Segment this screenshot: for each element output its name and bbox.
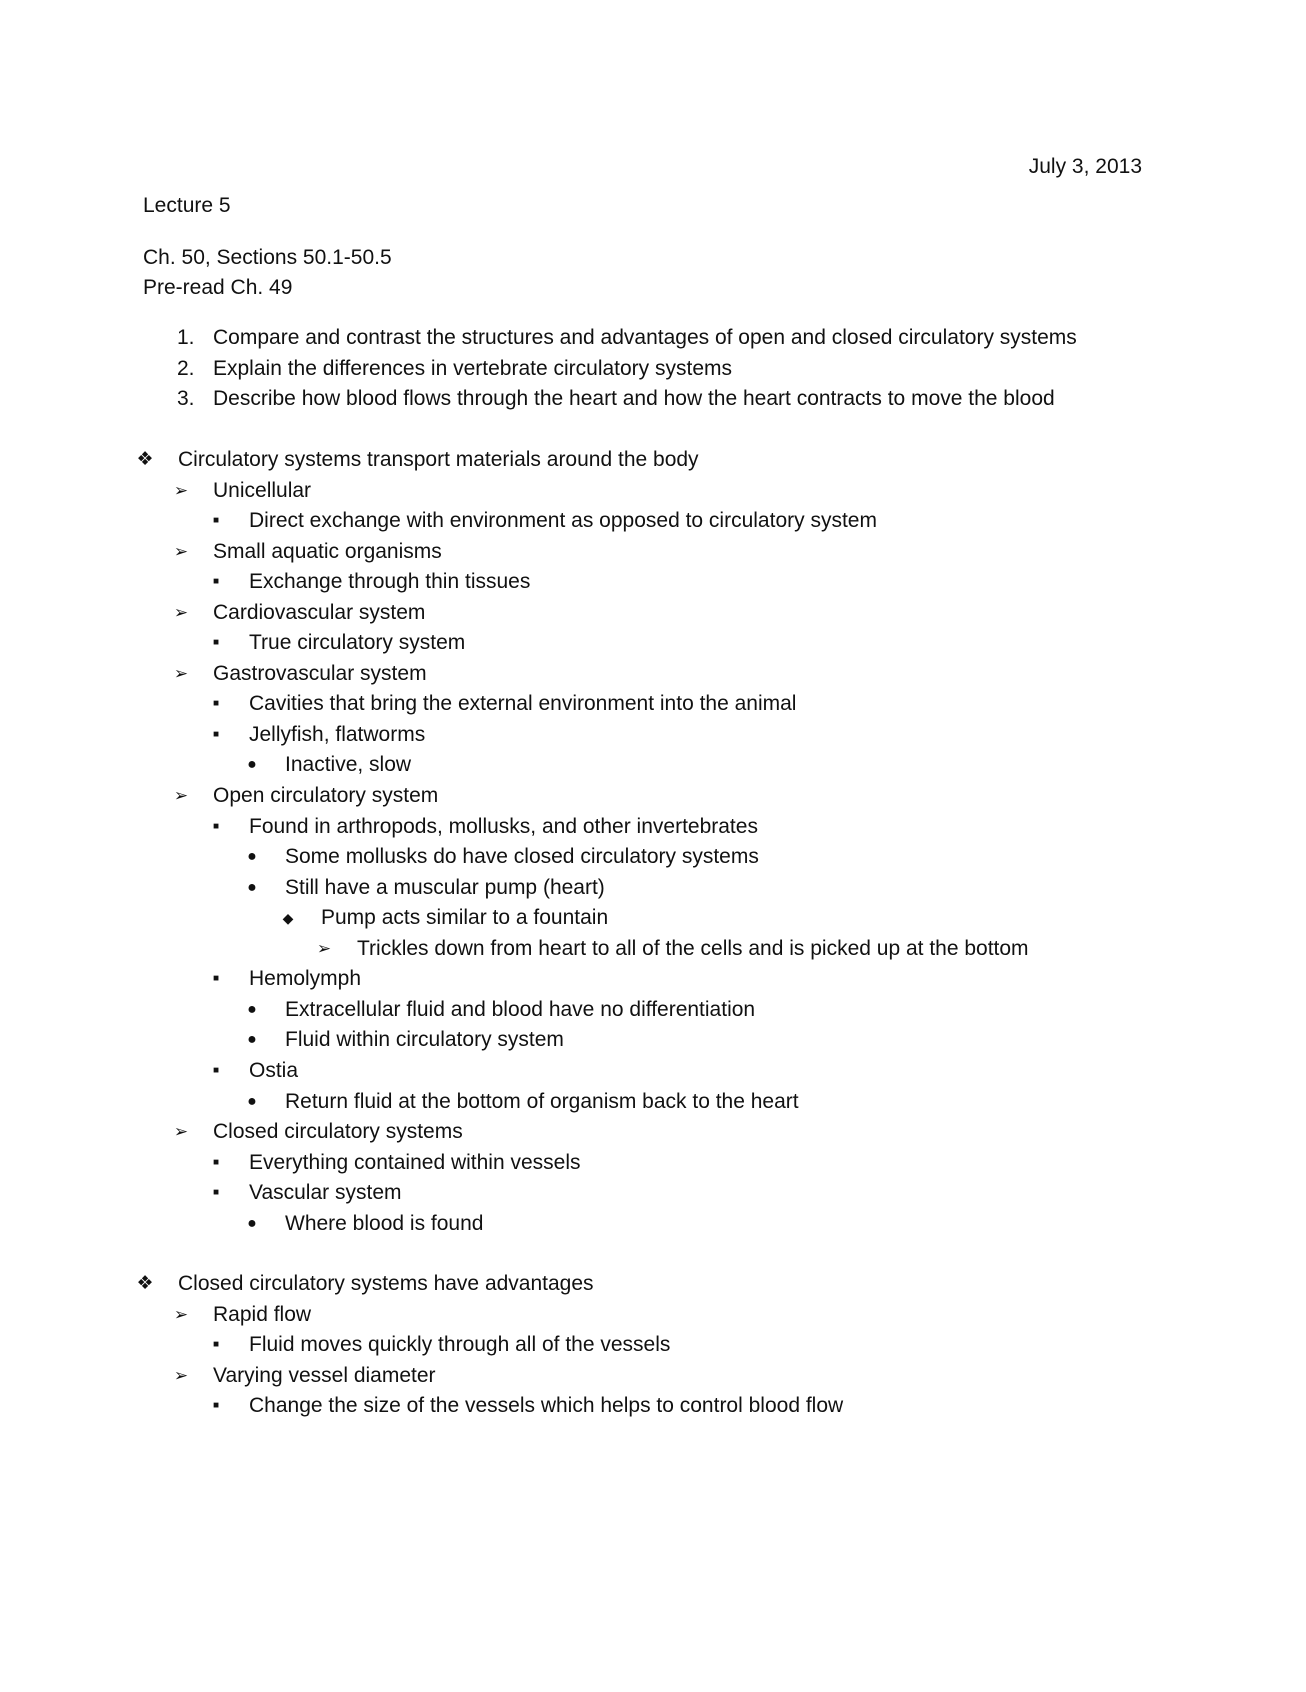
outline-item-text: Still have a muscular pump (heart) bbox=[285, 876, 605, 899]
outline-item-text: Small aquatic organisms bbox=[213, 540, 442, 563]
arrow-bullet-icon: ➢ bbox=[173, 603, 189, 622]
square-bullet-icon: ■ bbox=[212, 515, 220, 526]
outline-item-text: Everything contained within vessels bbox=[249, 1151, 581, 1174]
outline-item-text: Jellyfish, flatworms bbox=[249, 723, 426, 746]
square-bullet-icon: ■ bbox=[212, 973, 220, 984]
lecture-title: Lecture 5 bbox=[143, 194, 231, 217]
outline-item-text: Change the size of the vessels which helps to control blood flow bbox=[249, 1394, 844, 1417]
objective-number: 2. bbox=[177, 357, 195, 380]
dot-bullet-icon: ● bbox=[247, 1031, 257, 1048]
outline-item-text: Circulatory systems transport materials around the body bbox=[178, 448, 699, 471]
square-bullet-icon: ■ bbox=[212, 576, 220, 587]
outline-item-text: Inactive, slow bbox=[285, 753, 412, 776]
outline-item-text: Closed circulatory systems have advantages bbox=[178, 1272, 594, 1295]
outline-item-text: Varying vessel diameter bbox=[213, 1364, 436, 1387]
outline-item-text: Cavities that bring the external environment into the animal bbox=[249, 692, 797, 715]
square-bullet-icon: ■ bbox=[212, 729, 220, 740]
outline-item-text: Fluid moves quickly through all of the vessels bbox=[249, 1333, 671, 1356]
outline-item-text: Hemolymph bbox=[249, 967, 362, 990]
square-bullet-icon: ■ bbox=[212, 1065, 220, 1076]
outline-item-text: Gastrovascular system bbox=[213, 662, 427, 685]
outline-item-text: Unicellular bbox=[213, 479, 312, 502]
outline-item-text: Where blood is found bbox=[285, 1212, 484, 1235]
dot-bullet-icon: ● bbox=[247, 1001, 257, 1018]
objective-number: 1. bbox=[177, 326, 195, 349]
square-bullet-icon: ■ bbox=[212, 1157, 220, 1168]
diamond-bullet-icon: ◆ bbox=[282, 910, 294, 926]
square-bullet-icon: ■ bbox=[212, 1339, 220, 1350]
objective-text: Compare and contrast the structures and advantages of open and closed circulatory systems bbox=[213, 326, 1077, 349]
diamond-clover-bullet-icon: ❖ bbox=[136, 449, 154, 470]
arrow-bullet-icon: ➢ bbox=[173, 542, 189, 561]
outline-item-text: True circulatory system bbox=[249, 631, 466, 654]
dot-bullet-icon: ● bbox=[247, 1093, 257, 1110]
outline-item-text: Exchange through thin tissues bbox=[249, 570, 531, 593]
outline-item-text: Closed circulatory systems bbox=[213, 1120, 463, 1143]
square-bullet-icon: ■ bbox=[212, 821, 220, 832]
square-bullet-icon: ■ bbox=[212, 698, 220, 709]
outline-item-text: Trickles down from heart to all of the cells and is picked up at the bottom bbox=[357, 937, 1029, 960]
arrow-bullet-icon: ➢ bbox=[173, 786, 189, 805]
outline-item-text: Rapid flow bbox=[213, 1303, 312, 1326]
dot-bullet-icon: ● bbox=[247, 879, 257, 896]
square-bullet-icon: ■ bbox=[212, 1187, 220, 1198]
objective-text: Describe how blood flows through the heart and how the heart contracts to move the blood bbox=[213, 387, 1055, 410]
outline-item-text: Return fluid at the bottom of organism back to the heart bbox=[285, 1090, 799, 1113]
reading-line-1: Ch. 50, Sections 50.1-50.5 bbox=[143, 246, 392, 269]
outline-item-text: Some mollusks do have closed circulatory systems bbox=[285, 845, 759, 868]
square-bullet-icon: ■ bbox=[212, 637, 220, 648]
arrow-bullet-icon: ➢ bbox=[173, 664, 189, 683]
objective-number: 3. bbox=[177, 387, 195, 410]
dot-bullet-icon: ● bbox=[247, 848, 257, 865]
outline-item-text: Pump acts similar to a fountain bbox=[321, 906, 609, 929]
dot-bullet-icon: ● bbox=[247, 756, 257, 773]
outline-item-text: Vascular system bbox=[249, 1181, 402, 1204]
arrow-bullet-icon: ➢ bbox=[173, 481, 189, 500]
outline-item-text: Open circulatory system bbox=[213, 784, 439, 807]
outline-item-text: Cardiovascular system bbox=[213, 601, 426, 624]
square-bullet-icon: ■ bbox=[212, 1400, 220, 1411]
arrow-bullet-icon: ➢ bbox=[173, 1122, 189, 1141]
arrow-bullet-icon: ➢ bbox=[173, 1366, 189, 1385]
date: July 3, 2013 bbox=[1028, 155, 1142, 178]
outline-item-text: Extracellular fluid and blood have no differentiation bbox=[285, 998, 756, 1021]
dot-bullet-icon: ● bbox=[247, 1215, 257, 1232]
outline-item-text: Direct exchange with environment as opposed to circulatory system bbox=[249, 509, 877, 532]
objective-text: Explain the differences in vertebrate circulatory systems bbox=[213, 357, 733, 380]
outline-item-text: Found in arthropods, mollusks, and other invertebrates bbox=[249, 815, 758, 838]
outline-item-text: Ostia bbox=[249, 1059, 299, 1082]
outline-item-text: Fluid within circulatory system bbox=[285, 1028, 564, 1051]
arrow-bullet-icon: ➢ bbox=[316, 939, 332, 958]
diamond-clover-bullet-icon: ❖ bbox=[136, 1273, 154, 1294]
reading-line-2: Pre-read Ch. 49 bbox=[143, 276, 293, 299]
arrow-bullet-icon: ➢ bbox=[173, 1305, 189, 1324]
